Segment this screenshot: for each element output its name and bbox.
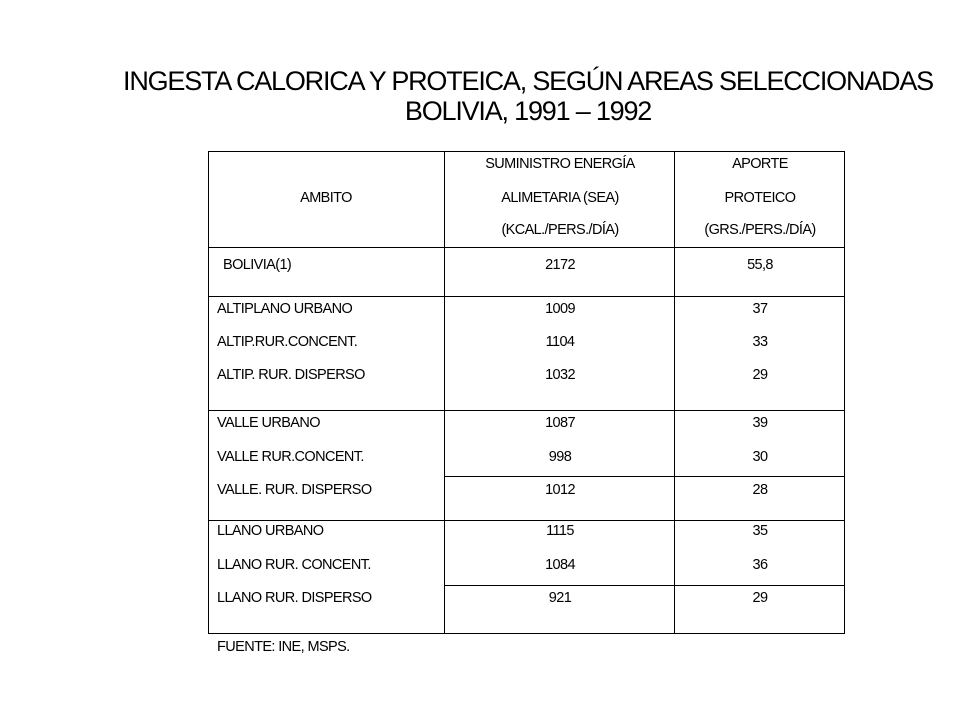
row-tick bbox=[444, 476, 845, 477]
row-tick bbox=[444, 585, 845, 586]
page-subtitle: BOLIVIA, 1991 – 1992 bbox=[404, 96, 652, 126]
row-name: VALLE RUR.CONCENT. bbox=[217, 449, 364, 465]
row-energy: 1012 bbox=[545, 482, 575, 498]
row-energy: 921 bbox=[548, 590, 572, 606]
row-energy: 1032 bbox=[545, 367, 575, 383]
table-border-top bbox=[208, 151, 845, 152]
row-divider bbox=[208, 247, 845, 248]
header-energy-line2: ALIMETARIA (SEA) bbox=[501, 190, 619, 206]
row-name: VALLE. RUR. DISPERSO bbox=[217, 482, 372, 498]
table-border-bottom bbox=[208, 633, 845, 634]
row-protein: 30 bbox=[752, 449, 768, 465]
header-ambito: AMBITO bbox=[300, 190, 352, 206]
row-protein: 39 bbox=[752, 415, 768, 431]
row-energy: 1104 bbox=[545, 334, 575, 350]
row-energy: 1115 bbox=[546, 523, 574, 539]
row-protein: 36 bbox=[752, 557, 768, 573]
column-divider bbox=[444, 151, 445, 634]
row-protein: 37 bbox=[752, 301, 768, 317]
page-title: INGESTA CALORICA Y PROTEICA, SEGÚN AREAS SELECCIONADAS bbox=[123, 66, 933, 96]
row-protein: 29 bbox=[752, 590, 768, 606]
header-protein-line1: APORTE bbox=[732, 156, 788, 172]
row-name: ALTIP. RUR. DISPERSO bbox=[217, 367, 365, 383]
row-energy: 998 bbox=[548, 449, 572, 465]
row-protein: 35 bbox=[752, 523, 768, 539]
row-divider bbox=[208, 296, 845, 297]
row-protein: 55,8 bbox=[747, 257, 773, 273]
header-protein-line3: (GRS./PERS./DÍA) bbox=[704, 222, 816, 238]
column-divider bbox=[674, 151, 675, 634]
row-energy: 1009 bbox=[545, 301, 575, 317]
header-energy-line1: SUMINISTRO ENERGÍA bbox=[485, 156, 635, 172]
row-name: LLANO URBANO bbox=[217, 523, 324, 539]
row-energy: 2172 bbox=[545, 257, 575, 273]
row-divider bbox=[208, 520, 845, 521]
source-note: FUENTE: INE, MSPS. bbox=[217, 639, 350, 655]
header-energy-line3: (KCAL./PERS./DÍA) bbox=[501, 222, 619, 238]
table-border-left bbox=[208, 151, 209, 634]
row-name: ALTIP.RUR.CONCENT. bbox=[217, 334, 358, 350]
row-name: BOLIVIA(1) bbox=[223, 257, 292, 273]
row-protein: 29 bbox=[752, 367, 768, 383]
row-protein: 28 bbox=[752, 482, 768, 498]
header-protein-line2: PROTEICO bbox=[724, 190, 796, 206]
table-border-right bbox=[844, 151, 845, 634]
row-name: ALTIPLANO URBANO bbox=[217, 301, 353, 317]
row-protein: 33 bbox=[752, 334, 768, 350]
row-energy: 1087 bbox=[545, 415, 575, 431]
row-name: VALLE URBANO bbox=[217, 415, 320, 431]
row-name: LLANO RUR. DISPERSO bbox=[217, 590, 372, 606]
row-divider bbox=[208, 410, 845, 411]
row-energy: 1084 bbox=[545, 557, 575, 573]
row-name: LLANO RUR. CONCENT. bbox=[217, 557, 371, 573]
